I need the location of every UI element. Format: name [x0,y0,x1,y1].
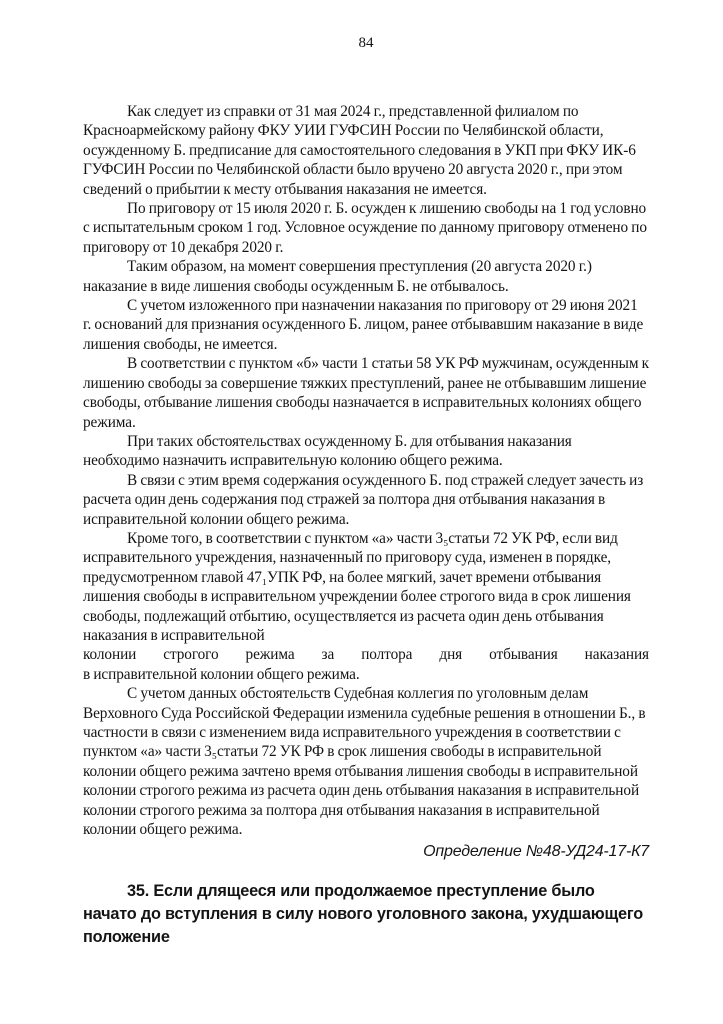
section-35-heading: 35. Если длящееся или продолжаемое преступление было начато до вступления в силу нового уголовного закона, ухудшающего положение [83,882,643,947]
paragraph-article72-tail: в исправительной колонии общего режима. [83,665,360,683]
document-body [83,102,649,949]
case-citation: Определение №48-УД24-17-К7 [423,843,649,861]
paragraph-no-grounds: С учетом изложенного при назначении наказания по приговору от 29 июня 2021 г. оснований для признания осужденного Б. лицом, ранее отбывавшим наказание в виде лишения свободы, не имеется. [83,297,644,353]
paragraph-article72-lead: Кроме того, в соответствии с пунктом «а» части 3₅статьи 72 УК РФ, если вид исправительного учреждения, назначенный по приговору суда, изменен в порядке, предусмотренном главой 47₁УПК РФ, на более мягкий, зачет времени отбывания лишения свободы в исправительном учреждении более строгого вида в срок лишения свободы, подлежащий отбытию, осуществляется из расчета один день отбывания наказания в исправительной [83,529,631,644]
paragraph-supreme-court-decision: С учетом данных обстоятельств Судебная коллегия по уголовным делам Верховного Суда Российской Федерации изменила судебные решения в отношении Б., в частности в связи с изменением вида исправительного учреждения в соответствии с пунктом «а» части 3₅статьи 72 УК РФ в срок лишения свободы в исправительной колонии общего режима зачтено время отбывания лишения свободы в исправительной колонии строгого режима из расчета один день отбывания наказания в исправительной колонии строгого режима за полтора дня отбывания наказания в исправительной колонии общего режима. [83,685,646,839]
paragraph-certificate: Как следует из справки от 31 мая 2024 г., представленной филиалом по Красноармейскому району ФКУ УИИ ГУФСИН России по Челябинской области, осужденному Б. предписание для самостоятельного следования в УКП при ФКУ ИК-6 ГУФСИН России по Челябинской области было вручено 20 августа 2020 г., при этом сведений о прибытии к месту отбывания наказания не имеется. [83,103,636,198]
paragraph-article58: В соответствии с пунктом «б» части 1 статьи 58 УК РФ мужчинам, осужденным к лишению свободы за совершение тяжких преступлений, ранее не отбывавшим лишение свободы, отбывание лишения свободы назначается в исправительных колониях общего режима. [83,355,649,431]
paragraph-custody-credit: В связи с этим время содержания осужденного Б. под стражей следует зачесть из расчета один день содержания под стражей за полтора дня отбывания наказания в исправительной колонии общего режима. [83,471,644,528]
paragraph-no-serving: Таким образом, на момент совершения преступления (20 августа 2020 г.) наказание в виде лишения свободы осужденным Б. не отбывалось. [83,258,592,295]
paragraph-colony-assignment: При таких обстоятельствах осужденному Б. для отбывания наказания необходимо назначить исправительную колонию общего режима. [83,432,572,470]
paragraph-article72-justified-line: колонии строгого режима за полтора дня отбывания наказания [83,646,649,664]
page-number: 84 [358,35,374,51]
paragraph-sentence-2020: По приговору от 15 июля 2020 г. Б. осужден к лишению свободы на 1 год условно с испытательным сроком 1 год. Условное осуждение по данному приговору отменено по приговору от 10 декабря 2020 г. [83,200,647,256]
